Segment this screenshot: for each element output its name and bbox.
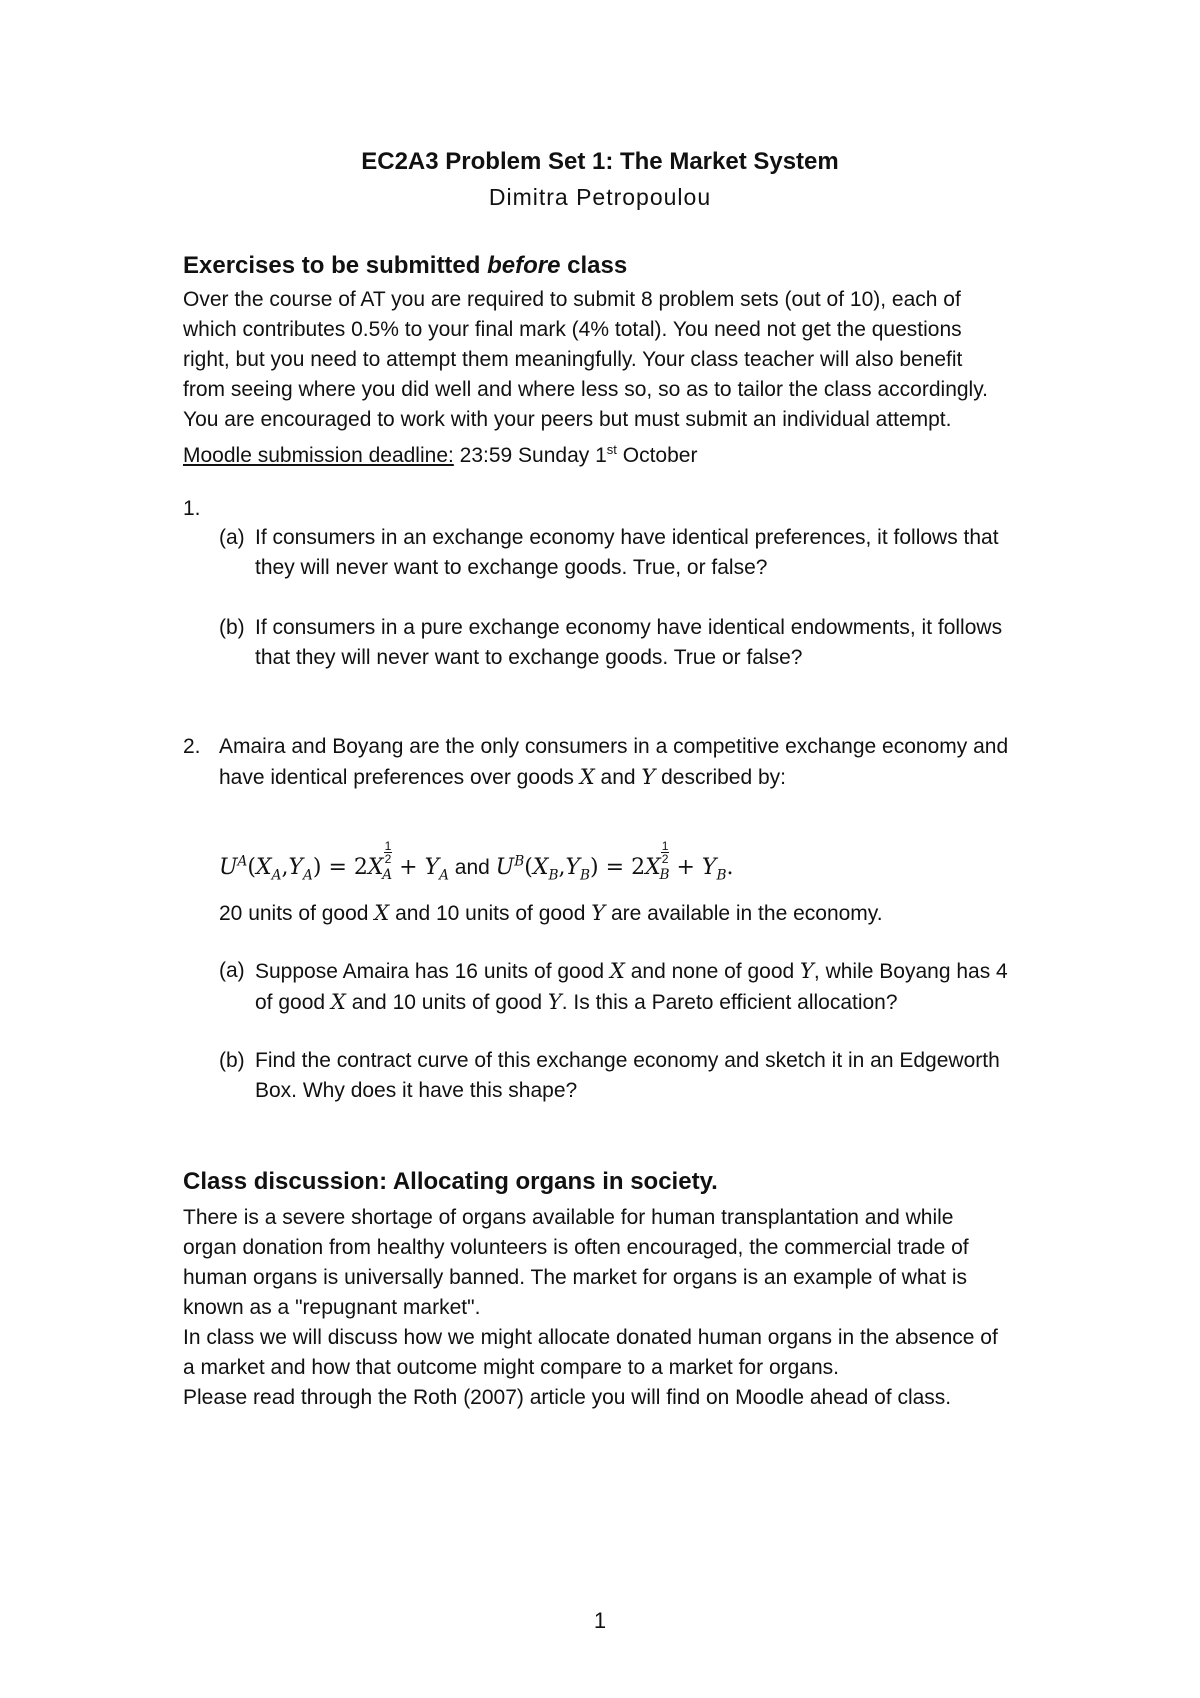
- deadline-line: Moodle submission deadline: 23:59 Sunday 1st October: [183, 442, 698, 467]
- intro-line: right, but you need to attempt them meaningfully. Your class teacher will also benefit: [183, 348, 963, 371]
- question-2b: (b) Find the contract curve of this exchange economy and sketch it in an Edgeworth Box. Why does it have this shape?: [219, 1046, 1000, 1106]
- intro-line: Over the course of AT you are required to submit 8 problem sets (out of 10), each of: [183, 288, 961, 311]
- document-title: EC2A3 Problem Set 1: The Market System: [361, 148, 839, 175]
- intro-paragraph: [183, 285, 1063, 471]
- question-1a-label: (a): [219, 526, 245, 549]
- page-number: 1: [593, 1608, 607, 1633]
- exponent-fraction: $\frac{1}{2}$: [384, 839, 392, 867]
- document-author: Dimitra Petropoulou: [488, 184, 712, 210]
- units-available-line: 20 units of good X and 10 units of good Y are available in the economy.: [219, 901, 883, 925]
- question-2a: (a) Suppose Amaira has 16 units of good X and none of good Y, while Boyang has 4 of good X and 10 units of good Y. Is this a Pareto efficient allocation?: [219, 956, 1008, 1018]
- question-1b-label: (b): [219, 616, 245, 639]
- question-1-number: 1.: [183, 497, 201, 520]
- question-2b-label: (b): [219, 1049, 245, 1072]
- question-1a: (a) If consumers in an exchange economy have identical preferences, it follows that they will never want to exchange goods. True, or false?: [219, 523, 999, 583]
- exponent-fraction: $\frac{1}{2}$: [661, 839, 669, 867]
- class-discussion-paragraph: There is a severe shortage of organs available for human transplantation and while organ donation from healthy volunteers is often encouraged, the commercial trade of human organs is universally banned. The market for organs is an example of what is known as a "repugnant market". In class we will discuss how we might allocate donated human organs in the absence of a market and how that outcome might compare to a market for organs. Please read through the Roth (2007) article you will find on Moodle ahead of class.: [183, 1206, 998, 1409]
- question-2-intro: Amaira and Boyang are the only consumers in a competitive exchange economy and have identical preferences over goods X and Y described by:: [219, 735, 1009, 789]
- question-2-number: 2.: [183, 735, 201, 758]
- question-1b: (b) If consumers in a pure exchange economy have identical endowments, it follows that they will never want to exchange goods. True or false?: [219, 613, 1002, 673]
- deadline-label: Moodle submission deadline:: [183, 444, 454, 467]
- intro-line: from seeing where you did well and where less so, so as to tailor the class accordingly.: [183, 378, 989, 401]
- intro-line: You are encouraged to work with your peers but must submit an individual attempt.: [183, 408, 952, 431]
- utility-formula: $U^A(X_A,Y_A) = 2X$ $\frac{1}{2}$ $_A + Y_A$ and $U^B(X_B,Y_B) = 2X$ $\frac{1}{2}$ $_B + Y_B$.: [219, 839, 734, 884]
- section-heading-exercises: Exercises to be submitted before class: [183, 252, 628, 279]
- section-heading-class-discussion: Class discussion: Allocating organs in society.: [183, 1168, 718, 1195]
- intro-line: which contributes 0.5% to your final mark (4% total). You need not get the questions: [183, 318, 962, 341]
- question-2a-label: (a): [219, 959, 245, 982]
